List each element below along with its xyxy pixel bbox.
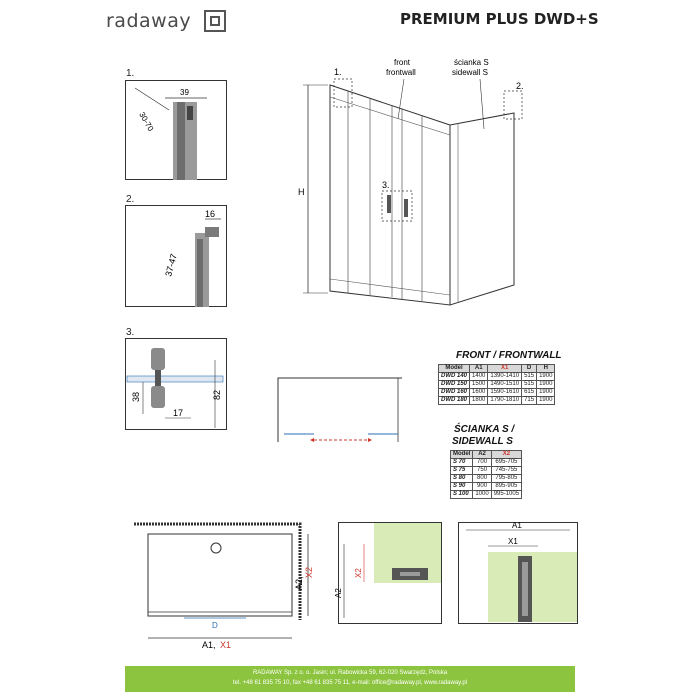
table-cell: 700: [473, 459, 491, 467]
table-cell: 1900: [537, 381, 555, 389]
detail-3-drawing: [125, 338, 227, 430]
table-cell: 795-805: [491, 475, 521, 483]
plan-label-a2: A2,: [294, 576, 304, 590]
detail-1-dim-a: 30-70: [137, 110, 156, 133]
table-cell: 515: [522, 381, 537, 389]
brand-logo-text: radaway: [106, 10, 192, 32]
detail-3-dim-b: 17: [173, 408, 184, 418]
table-cell: 1600: [470, 389, 488, 397]
detail-1-drawing: [125, 80, 227, 180]
detail-2-number: 2.: [126, 194, 135, 205]
footer-bar: [125, 666, 575, 692]
marker-1: 1.: [334, 67, 342, 77]
footer-address: RADAWAY Sp. z o. o. Jasin; ul. Rabowicka 59, 62-020 Swarzędz, Polska: [252, 670, 448, 676]
detail-2-dim-b: 37-47: [163, 252, 179, 278]
section-x1-label: X1: [508, 537, 518, 546]
front-label-en: frontwall: [386, 68, 416, 77]
table-cell: 745-755: [491, 467, 521, 475]
table-row: [439, 373, 555, 381]
front-table-header: D: [522, 365, 537, 373]
side-table-header: A2: [473, 451, 491, 459]
table-row: [451, 459, 522, 467]
table-row: [439, 397, 555, 405]
section-a2-label: A2: [334, 588, 343, 598]
plan-label-a1: A1,: [202, 640, 216, 650]
table-row: [451, 467, 522, 475]
table-cell: 1800: [470, 397, 488, 405]
table-cell: 900: [473, 483, 491, 491]
side-label-en: sidewall S: [452, 68, 489, 77]
table-cell: 715: [522, 397, 537, 405]
marker-3: 3.: [382, 180, 390, 190]
detail-3-number: 3.: [126, 327, 135, 338]
front-table-title: FRONT / FRONTWALL: [456, 350, 562, 361]
main-enclosure-drawing: [290, 55, 540, 315]
table-row: [439, 381, 555, 389]
marker-2: 2.: [516, 81, 524, 91]
side-table-title-1: ŚCIANKA S /: [454, 424, 515, 435]
side-table-header: Model: [451, 451, 473, 459]
brand-logo-icon: [204, 10, 226, 32]
front-table-header: A1: [470, 365, 488, 373]
plan-view-drawing: [130, 520, 320, 650]
plan-label-x2: X2: [304, 566, 314, 578]
detail-3-dim-c: 82: [212, 389, 222, 400]
front-table: [438, 364, 555, 405]
section-x2-label: X2: [354, 568, 363, 578]
table-cell: 1390-1410: [488, 373, 522, 381]
table-cell: 1500: [470, 381, 488, 389]
side-label-pl: ścianka S: [454, 58, 489, 67]
table-cell: 750: [473, 467, 491, 475]
table-cell: S 100: [451, 491, 473, 499]
table-cell: 1400: [470, 373, 488, 381]
section-a2-drawing: [334, 522, 442, 624]
product-title: PREMIUM PLUS DWD+S: [400, 10, 599, 28]
front-label-pl: front: [394, 58, 411, 67]
sliding-plan-diagram: [274, 372, 406, 452]
table-row: [439, 389, 555, 397]
footer-contact: tel. +48 61 835 75 10, fax +48 61 835 75 11, e-mail: office@radaway.pl, www.radaway.pl: [232, 680, 468, 686]
table-cell: 1900: [537, 373, 555, 381]
front-table-header: H: [537, 365, 555, 373]
side-table-header: X2: [491, 451, 521, 459]
detail-2-dim-a: 16: [205, 209, 216, 219]
front-table-header: X1: [488, 365, 522, 373]
table-cell: 1900: [537, 397, 555, 405]
table-cell: S 80: [451, 475, 473, 483]
table-cell: 695-705: [491, 459, 521, 467]
detail-1-dim-b: 39: [180, 88, 189, 97]
detail-3-dim-a: 38: [131, 391, 141, 402]
plan-label-x1: X1: [220, 640, 232, 650]
table-cell: S 70: [451, 459, 473, 467]
side-table-title-2: SIDEWALL S: [452, 436, 513, 447]
table-cell: 1790-1810: [488, 397, 522, 405]
side-table: [450, 450, 522, 499]
front-table-header: Model: [439, 365, 470, 373]
height-label: H: [298, 187, 305, 197]
section-a1-drawing: [458, 522, 578, 624]
table-row: [451, 491, 522, 499]
table-cell: 515: [522, 373, 537, 381]
table-cell: 1900: [537, 389, 555, 397]
table-cell: DWD 140: [439, 373, 470, 381]
table-cell: DWD 180: [439, 397, 470, 405]
table-cell: 1590-1610: [488, 389, 522, 397]
table-row: [451, 483, 522, 491]
detail-2-drawing: [125, 205, 227, 307]
plan-label-d: D: [212, 621, 218, 630]
table-cell: S 75: [451, 467, 473, 475]
table-cell: DWD 150: [439, 381, 470, 389]
table-row: [451, 475, 522, 483]
detail-1-number: 1.: [126, 68, 135, 79]
table-cell: 1490-1510: [488, 381, 522, 389]
table-cell: 615: [522, 389, 537, 397]
table-cell: 800: [473, 475, 491, 483]
table-cell: S 90: [451, 483, 473, 491]
table-cell: 995-1005: [491, 491, 521, 499]
table-cell: DWD 160: [439, 389, 470, 397]
table-cell: 895-905: [491, 483, 521, 491]
section-a1-label: A1: [512, 521, 522, 530]
table-cell: 1000: [473, 491, 491, 499]
